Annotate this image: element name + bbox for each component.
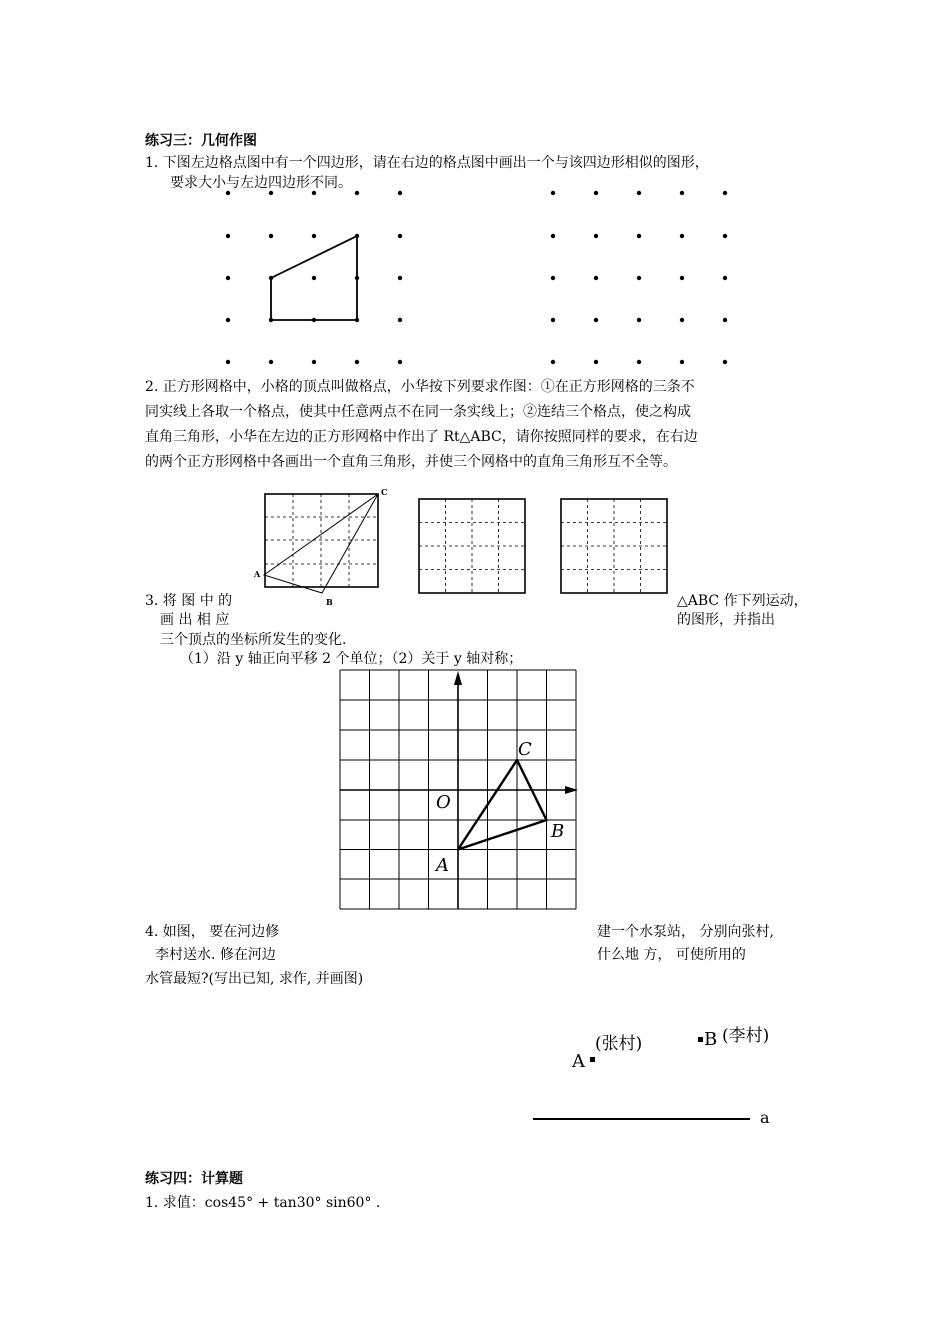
q4-river-figure [530,1015,790,1130]
q3-line3: 三个顶点的坐标所发生的变化. [160,632,347,648]
q4-line1-left: 4. 如图， 要在河边修 [145,924,280,940]
q4-point-a-label: A [572,1051,585,1072]
q1-line2: 要求大小与左边四边形不同。 [170,175,352,191]
q3-label-a: A [436,855,449,876]
q4-village-b: (李村) [722,1026,770,1046]
q3-line2-left: 画 出 相 应 [160,612,230,628]
q4-village-a: (张村) [595,1034,643,1054]
q2-label-b: B [326,597,333,607]
q2-label-c: C [381,487,388,497]
q2-grid-right [560,498,670,596]
q2-line2: 同实线上各取一个格点，使其中任意两点不在同一条实线上；②连结三个格点，使之构成 [145,404,691,420]
q3-triangle-abc [458,760,547,850]
q3-line1-right: △ABC 作下列运动， [677,593,808,609]
q1-line1: 1. 下图左边格点图中有一个四边形，请在右边的格点图中画出一个与该四边形相似的图形， [145,155,709,171]
q3-label-b: B [551,821,565,842]
q4-line2-right: 什么地 方， 可使所用的 [597,947,746,963]
q2-line1: 2. 正方形网格中，小格的顶点叫做格点，小华按下列要求作图：①在正方形网格的三条不 [145,379,695,395]
q1-right-dot-grid [545,185,745,375]
q4-point-a-marker [590,1057,595,1062]
q2-line4: 的两个正方形网格中各画出一个直角三角形，并使三个网格中的直角三角形互不全等。 [145,454,677,470]
q3-line4: （1）沿 y 轴正向平移 2 个单位；（2）关于 y 轴对称； [180,651,523,667]
q4-river-label: a [760,1108,770,1127]
q2-label-a: A [254,569,261,579]
q3-line2-right: 的图形，并指出 [677,612,775,628]
q2-line3: 直角三角形，小华在左边的正方形网格中作出了 Rt△ABC，请你按照同样的要求，在右边 [145,429,698,445]
q4-line2-left: 李村送水. 修在河边 [155,947,276,963]
q2-grid-left [250,488,395,613]
q3-y-axis-arrow [454,671,462,685]
q4-line3: 水管最短?(写出已知, 求作, 并画图) [145,971,364,987]
q4-point-b-label: B [704,1029,718,1050]
section4-heading: 练习四：计算题 [145,1171,243,1187]
q3-label-c: C [518,739,532,760]
q3-coordinate-grid [338,665,583,913]
q3-line1-left: 3. 将 图 中 的 [145,593,233,609]
q3-label-o: O [436,792,451,813]
section4-q1: 1. 求值：cos45° + tan30° sin60° . [145,1195,381,1211]
q4-point-b-marker [698,1037,703,1042]
section3-heading: 练习三：几何作图 [145,133,257,149]
q4-line1-right: 建一个水泵站， 分别向张村, [597,924,774,940]
q1-left-dot-grid [220,185,420,375]
q2-grid-middle [418,498,528,596]
